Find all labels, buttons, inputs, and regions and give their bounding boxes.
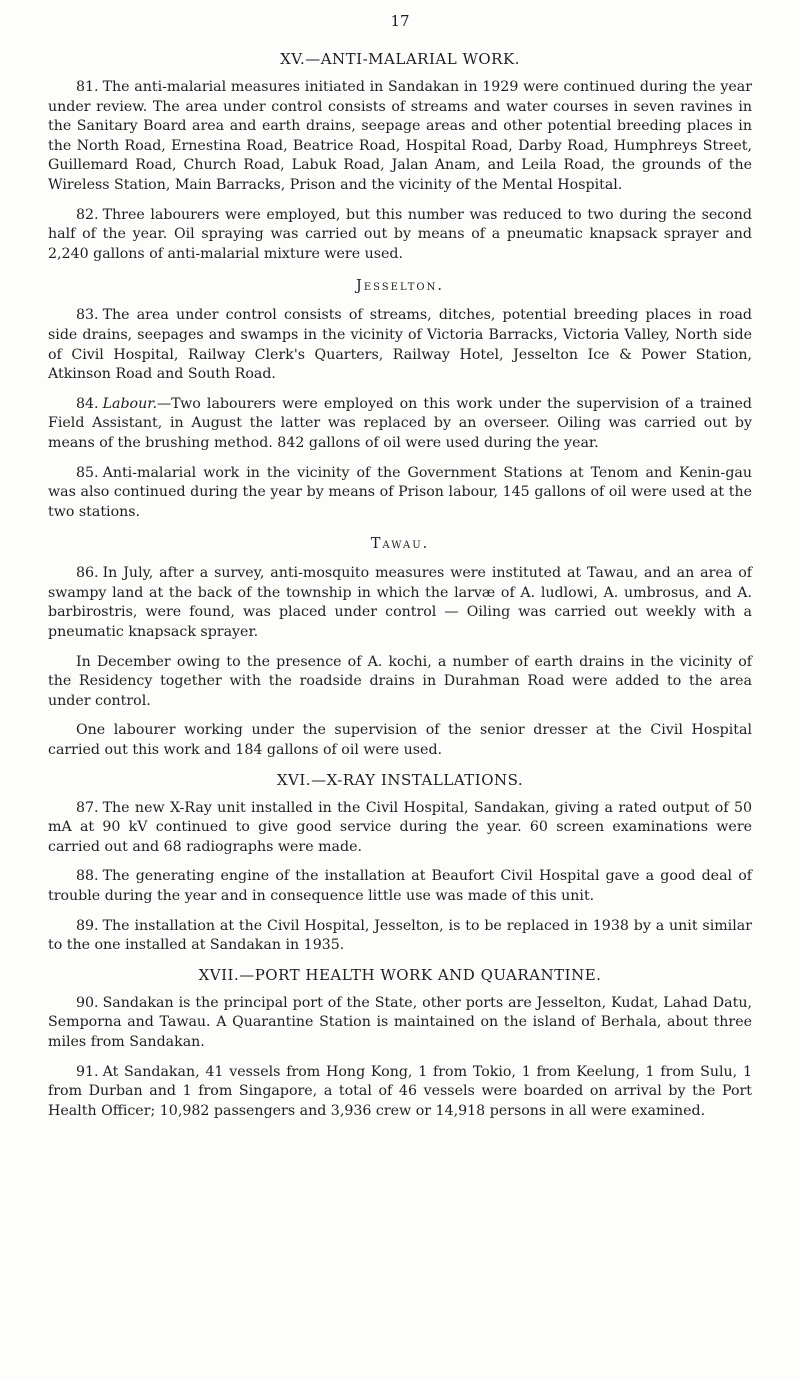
section-heading-port-health: XVII.—PORT HEALTH WORK AND QUARANTINE. — [198, 965, 602, 984]
paragraph-90 — [48, 994, 752, 1053]
paragraph-number: 82. — [76, 206, 99, 223]
paragraph-text: In July, after a survey, anti-mosquito measures were instituted at Tawau, and an area of swampy land at the back of the township in which the larvæ of A. ludlowi, A. umbrosus, and A. barbirostris, were found, was placed under control — Oiling was carried out weekly with a pneumatic knapsack sprayer. — [48, 565, 752, 641]
paragraph-88 — [48, 867, 752, 906]
paragraph-86 — [48, 564, 752, 642]
paragraph-text: At Sandakan, 41 vessels from Hong Kong, 1 from Tokio, 1 from Keelung, 1 from Sulu, 1 from Durban and 1 from Singapore, a total of 46 vessels were boarded on arrival by the Port Health Officer; 10,982 passengers and 3,936 crew or 14,918 persons in all were examined. — [48, 1063, 752, 1119]
paragraph-number: 84. — [76, 395, 99, 412]
paragraph-number: 89. — [76, 917, 99, 934]
paragraph-91 — [48, 1063, 752, 1122]
paragraph-number: 87. — [76, 799, 99, 816]
paragraph-83 — [48, 306, 752, 384]
section-heading-x-ray: XVI.—X-RAY INSTALLATIONS. — [276, 770, 524, 789]
paragraph-text: —Two labourers were employed on this work under the supervision of a trained Field Assistant, in August the latter was replaced by an overseer. Oiling was carried out by means of the brushing method. 842 gallons of oil were used during the year. — [48, 395, 752, 451]
paragraph-number: 86. — [76, 565, 99, 582]
page-number: 17 — [390, 12, 410, 30]
sub-heading-jesselton: Jesselton. — [356, 278, 444, 295]
paragraph-86-continued: In December owing to the presence of A. kochi, a number of earth drains in the vicinity of the Residency together with the roadside drains in Durahman Road were added to the area under control. — [48, 653, 752, 709]
paragraph-text: The installation at the Civil Hospital, Jesselton, is to be replaced in 1938 by a unit similar to the one installed at Sandakan in 1935. — [48, 917, 752, 954]
paragraph-89 — [48, 917, 752, 956]
paragraph-82 — [48, 206, 752, 265]
paragraph-text: Sandakan is the principal port of the State, other ports are Jesselton, Kudat, Lahad Datu, Semporna and Tawau. A Quarantine Station is maintained on the island of Berhala, about three miles from Sandakan. — [48, 994, 752, 1050]
paragraph-text: The generating engine of the installation at Beaufort Civil Hospital gave a good deal of trouble during the year and in consequence little use was made of this unit. — [48, 868, 752, 904]
paragraph-81 — [48, 78, 752, 196]
paragraph-text: The new X-Ray unit installed in the Civil Hospital, Sandakan, giving a rated output of 50 mA at 90 kV continued to give good service during the year. 60 screen examinations were carried out and 68 radiographs were made. — [48, 799, 752, 855]
paragraph-text: Three labourers were employed, but this number was reduced to two during the second half of the year. Oil spraying was carried out by means of a pneumatic knapsack sprayer and 2,240 gallons of anti-malarial mixture were used. — [48, 206, 752, 262]
paragraph-84 — [48, 395, 752, 454]
paragraph-number: 91. — [76, 1063, 99, 1080]
paragraph-number: 88. — [76, 868, 99, 885]
section-heading-anti-malarial: XV.—ANTI-MALARIAL WORK. — [280, 50, 520, 68]
paragraph-number: 83. — [76, 307, 99, 324]
sub-heading-tawau: Tawau. — [370, 536, 430, 553]
paragraph-number: 81. — [76, 79, 99, 95]
paragraph-86-final: One labourer working under the supervision of the senior dresser at the Civil Hospital carried out this work and 184 gallons of oil were used. — [48, 722, 752, 759]
paragraph-text: The area under control consists of streams, ditches, potential breeding places in road side drains, seepages and swamps in the vicinity of Victoria Barracks, Victoria Valley, North side of Civil Hospital, Railway Clerk's Quarters, Railway Hotel, Jesselton Ice & Power Station, Atkinson Road and South Road. — [48, 307, 752, 383]
paragraph-87 — [48, 799, 752, 858]
paragraph-number: 85. — [76, 464, 99, 481]
paragraph-text: The anti-malarial measures initiated in Sandakan in 1929 were continued during the year under review. The area under control consists of streams and water courses in seven ravines in the Sanitary Board area and earth drains, seepage areas and other potential breeding places in the North Road, Ernestina Road, Beatrice Road, Hospital Road, Darby Road, Humphreys Street, Guillemard Road, Church Road, Labuk Road, Jalan Anam, and Leila Road, the grounds of the Wireless Station, Main Barracks, Prison and the vicinity of the Mental Hospital. — [48, 79, 752, 193]
paragraph-number: 90. — [76, 994, 99, 1011]
paragraph-85 — [48, 464, 752, 523]
paragraph-text: Anti-malarial work in the vicinity of the Government Stations at Tenom and Kenin-gau was also continued during the year by means of Prison labour, 145 gallons of oil were used at the two stations. — [48, 464, 752, 520]
paragraph-label: Labour. — [102, 395, 157, 412]
